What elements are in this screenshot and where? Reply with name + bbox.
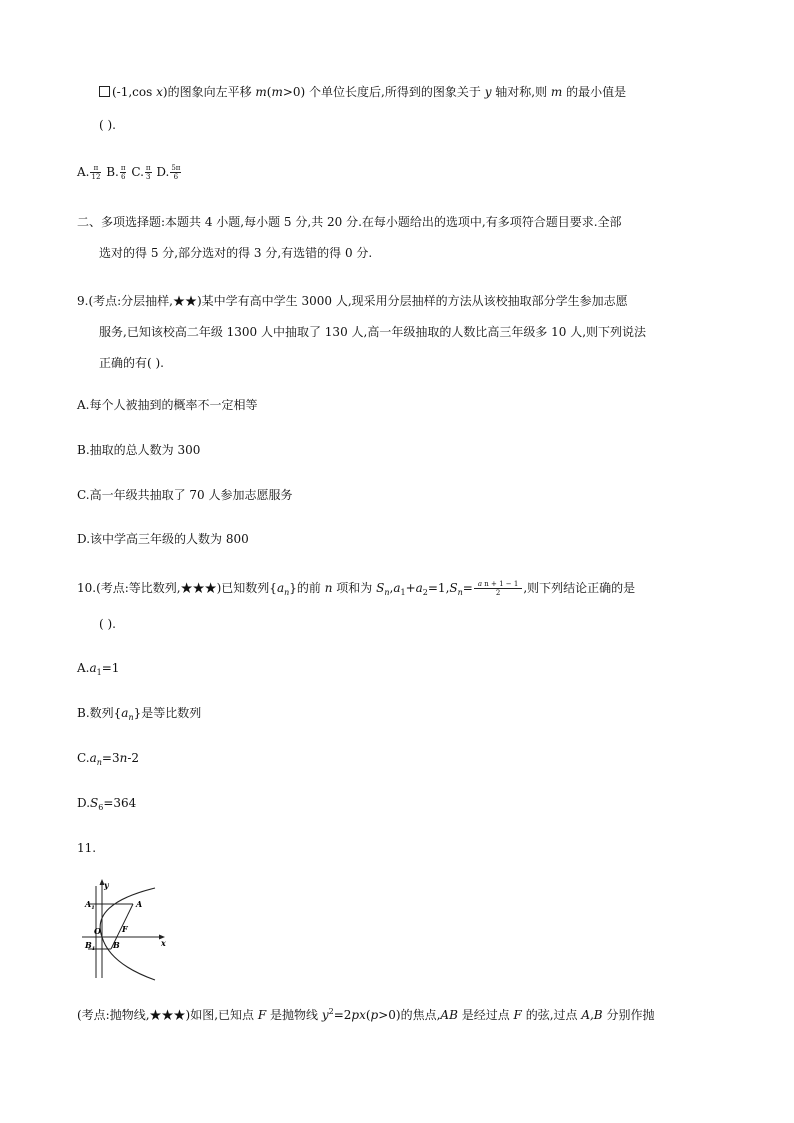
q8-option-c: C. $\frac{\pi}{3}$ [131,164,151,181]
q9-option-d: D.该中学高三年级的人数为 800 [77,532,249,546]
label-a1: $A_1$ [85,899,95,911]
missing-glyph-icon [99,86,110,97]
label-y: y [104,880,109,890]
q9-stem-line2: 服务,已知该校高二年级 1300 人中抽取了 130 人,高一年级抽取的人数比高三年级多 10 人,则下列说法 [99,325,647,339]
q8-options [77,164,182,181]
q9-stem-line1: 9.(考点:分层抽样,★★)某中学有高中学生 3000 人,现采用分层抽样的方法从该校抽取部分学生参加志愿 [77,294,628,308]
q9-option-a: A.每个人被抽到的概率不一定相等 [77,398,258,412]
q9-option-c: C.高一年级共抽取了 70 人参加志愿服务 [77,488,293,502]
section2-heading-line1: 二、多项选择题:本题共 4 小题,每小题 5 分,共 20 分.在每小题给出的选项中,有多项符合题目要求.全部 [77,215,622,229]
q10-option-a: $A.a_1=1$ [77,661,120,677]
label-o: O [94,926,101,936]
label-b1: $B_1$ [85,940,96,952]
label-a: A [136,899,143,909]
label-f: F [122,924,128,934]
q10-option-c: $C.a_n=3n-2$ [77,751,140,767]
parabola-curve [100,888,155,980]
q8-option-a: A. $\frac{\pi}{12}$ [77,164,101,181]
q9-option-b: B.抽取的总人数为 300 [77,443,201,457]
q10-stem-line2: ( ). [99,617,116,631]
q9-stem-line3: 正确的有( ). [99,356,164,370]
q11-stem-line1: (考点:抛物线,★★★)如图,已知点 F 是抛物线 $y^2=2px(p>0)$的焦点,AB 是经过点 F 的弦,过点 A,B 分别作抛 [77,1007,655,1022]
q10-fraction: $\frac{\text{a n + 1 − 1}}{2}$ [474,580,522,597]
parabola-figure [80,876,180,982]
q8-stem-line1: (-1,cos x)的图象向左平移 m(m>0) 个单位长度后,所得到的图象关于 y 轴对称,则 m 的最小值是 [99,84,626,100]
q8-option-d: D. $\frac{5\pi}{6}$ [156,164,181,181]
label-x: x [161,938,166,948]
q8-option-b: B. $\frac{\pi}{6}$ [106,164,126,181]
section2-heading-line2: 选对的得 5 分,部分选对的得 3 分,有选错的得 0 分. [99,246,373,260]
q10-option-d: $D.S_6=364$ [77,796,137,812]
q10-option-b: B.数列$\{a_n\}$是等比数列 [77,706,202,722]
q8-stem-line2: ( ). [99,118,116,132]
q10-stem-line1: 10.(考点:等比数列,★★★)已知数列$\{a_n\}$的前 n 项和为 $S_n,a_1+a_2=1,S_n=$ $\frac{\text{a n + 1 − 1}}{2}$ ,则下列结论正确的是 [77,580,636,597]
q11-number: 11. [77,841,97,855]
label-b: B [113,940,120,950]
